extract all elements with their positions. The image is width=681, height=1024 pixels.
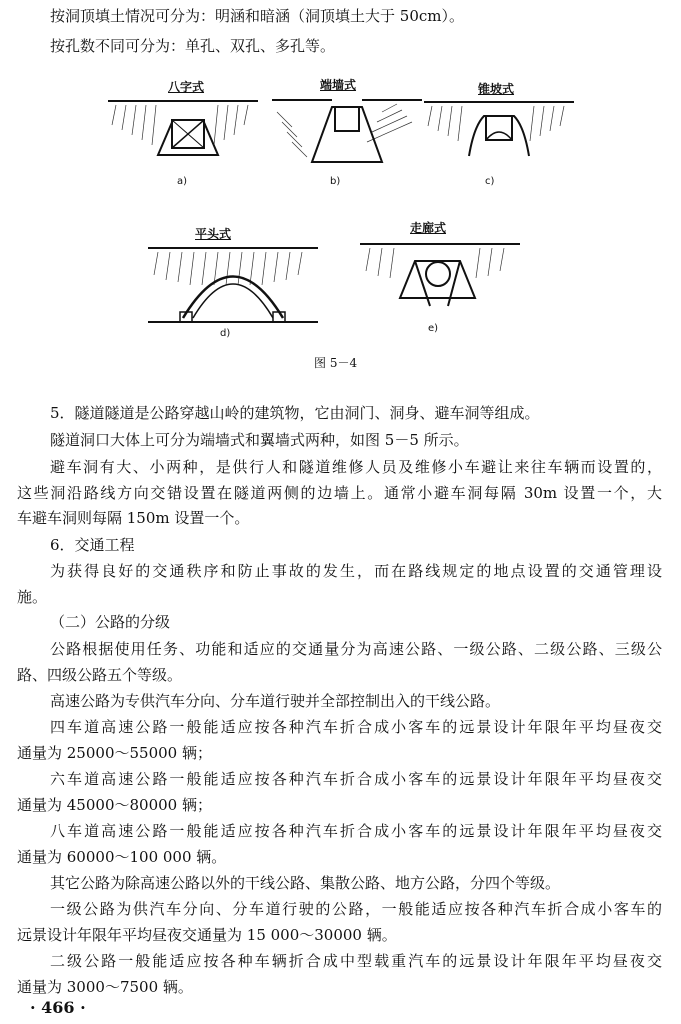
para-line-15: 六车道高速公路一般能适应按各种汽车折合成小客车的远景设计年限年平均昼夜交 [50, 770, 662, 788]
figure-c-sub: c) [485, 176, 495, 187]
figure-b-title: 端墙式 [320, 78, 357, 92]
figure-e-drawing [360, 236, 520, 316]
figure-d-sub: d) [220, 328, 231, 339]
figure-b-sub: b) [330, 176, 341, 187]
figure-a-sub: a) [177, 176, 188, 187]
para-line-9: （二）公路的分级 [50, 613, 171, 631]
figure-e-title: 走廊式 [410, 221, 447, 235]
para-line-19: 其它公路为除高速公路以外的干线公路、集散公路、地方公路，分四个等级。 [50, 874, 561, 892]
para-line-2: 隧道洞口大体上可分为端墙式和翼墙式两种，如图 5－5 所示。 [50, 431, 469, 449]
para-line-4: 这些洞沿路线方向交错设置在隧道两侧的边墙上。通常小避车洞每隔 30m 设置一个，大 [17, 484, 662, 502]
page-number: · 466 · [30, 998, 86, 1017]
figure-e-sub: e) [428, 323, 439, 334]
para-line-17: 八车道高速公路一般能适应按各种汽车折合成小客车的远景设计年限年平均昼夜交 [50, 822, 662, 840]
para-line-14: 通量为 25000～55000 辆； [17, 744, 212, 762]
figure-caption: 图 5－4 [314, 356, 358, 370]
para-line-3: 避车洞有大、小两种，是供行人和隧道维修人员及维修小车避让来往车辆而设置的， [50, 458, 662, 476]
para-line-16: 通量为 45000～80000 辆； [17, 796, 212, 814]
para-line-6: 6．交通工程 [50, 536, 135, 554]
para-line-8: 施。 [17, 588, 48, 606]
para-line-20: 一级公路为供汽车分向、分车道行驶的公路，一般能适应按各种汽车折合成小客车的 [50, 900, 662, 918]
para-line-5: 车避车洞则每隔 150m 设置一个。 [17, 509, 250, 527]
para-line-7: 为获得良好的交通秩序和防止事故的发生，而在路线规定的地点设置的交通管理设 [50, 562, 662, 580]
intro-line-2: 按孔数不同可分为：单孔、双孔、多孔等。 [50, 37, 336, 55]
para-line-1: 5．隧道隧道是公路穿越山岭的建筑物，它由洞门、洞身、避车洞等组成。 [50, 404, 540, 422]
para-line-11: 路、四级公路五个等级。 [17, 666, 183, 684]
para-line-10: 公路根据使用任务、功能和适应的交通量分为高速公路、一级公路、二级公路、三级公 [50, 640, 662, 658]
figure-c-drawing [424, 96, 574, 166]
figure-a-title: 八字式 [168, 80, 205, 94]
para-line-23: 通量为 3000～7500 辆。 [17, 978, 193, 996]
para-line-21: 远景设计年限年平均昼夜交通量为 15 000～30000 辆。 [17, 926, 397, 944]
para-line-13: 四车道高速公路一般能适应按各种汽车折合成小客车的远景设计年限年平均昼夜交 [50, 718, 662, 736]
para-line-22: 二级公路一般能适应按各种车辆折合成中型载重汽车的远景设计年限年平均昼夜交 [50, 952, 662, 970]
figure-d-title: 平头式 [195, 227, 232, 241]
para-line-12: 高速公路为专供汽车分向、分车道行驶并全部控制出入的干线公路。 [50, 692, 501, 710]
figure-b-drawing [272, 92, 422, 164]
intro-line-1: 按洞顶填土情况可分为：明涵和暗涵（洞顶填土大于 50cm）。 [50, 7, 464, 25]
para-line-18: 通量为 60000～100 000 辆。 [17, 848, 227, 866]
figure-a-drawing [108, 95, 258, 165]
figure-d-drawing [148, 240, 318, 325]
figure-c-title: 锥坡式 [478, 82, 515, 96]
